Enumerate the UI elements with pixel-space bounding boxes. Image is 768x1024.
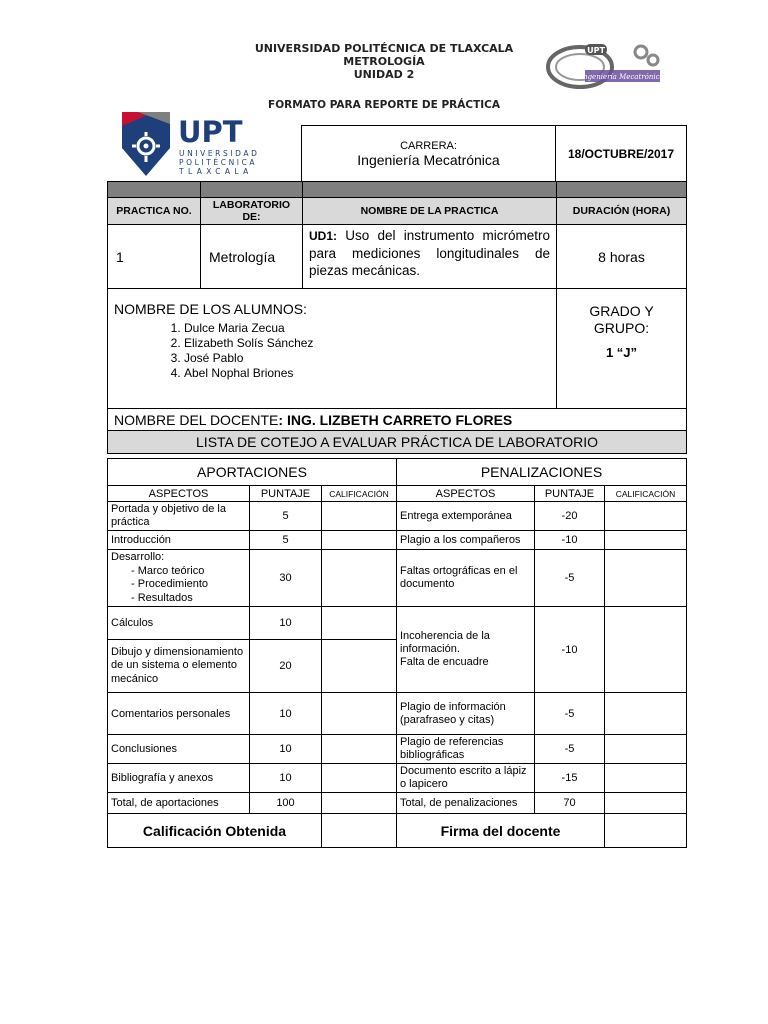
contribution-score: 30 [250, 550, 322, 607]
svg-text:UPT: UPT [178, 115, 243, 149]
students-label: NOMBRE DE LOS ALUMNOS: [114, 301, 307, 317]
penalty-aspect: Documento escrito a lápiz o lapicero [397, 764, 535, 793]
penalty-grade-cell [605, 735, 687, 764]
penalty-grade-cell [605, 502, 687, 531]
col-practice-no: PRACTICA NO. [108, 198, 201, 225]
career-label: CARRERA: [400, 139, 457, 152]
contribution-score: 10 [250, 735, 322, 764]
penalty-grade-cell [605, 550, 687, 607]
contribution-aspect: Introducción [108, 531, 250, 550]
svg-text:UNIVERSIDAD: UNIVERSIDAD [179, 149, 260, 158]
svg-text:Ingeniería Mecatrónica: Ingeniería Mecatrónica [580, 73, 664, 81]
career-cell [302, 126, 556, 182]
laboratory-name: Metrología [201, 225, 303, 289]
career-value: Ingeniería Mecatrónica [357, 151, 500, 168]
dark-band-cell [557, 182, 687, 198]
teacher-label: NOMBRE DEL DOCENTE [114, 411, 279, 428]
contribution-grade-cell [322, 502, 397, 531]
teacher-name: : ING. LIZBETH CARRETO FLORES [278, 411, 513, 428]
mechatronics-logo [545, 40, 665, 90]
practice-name [303, 225, 557, 289]
col-laboratory: LABORATORIO DE: [201, 198, 303, 225]
penalty-total-score: 70 [535, 793, 605, 814]
final-grade-cell [322, 814, 397, 848]
students-cell [108, 289, 557, 409]
checklist-title: LISTA DE COTEJO A EVALUAR PRÁCTICA DE LABORATORIO [108, 431, 687, 454]
grade-value: 1 “J” [605, 345, 638, 360]
contribution-aspect: Comentarios personales [108, 693, 250, 735]
contribution-total-score: 100 [250, 793, 322, 814]
upt-logo [120, 110, 300, 180]
dark-band-cell [201, 182, 303, 198]
contribution-score: 20 [250, 640, 322, 693]
contribution-grade-cell [322, 693, 397, 735]
development-subitem: - Resultados [131, 592, 246, 606]
student-item: 1. Dulce Maria Zecua [184, 321, 550, 336]
university-name: UNIVERSIDAD POLITÉCNICA DE TLAXCALA [254, 42, 514, 55]
penalties-header: PENALIZACIONES [397, 459, 687, 486]
career-table [301, 125, 687, 182]
contribution-grade-cell [322, 764, 397, 793]
practice-table [107, 181, 687, 454]
contribution-score: 10 [250, 693, 322, 735]
penalty-aspect: Plagio de referencias bibliográficas [397, 735, 535, 764]
development-label: Desarrollo: [111, 551, 165, 563]
penalty-score: -20 [535, 502, 605, 531]
penalty-grade-cell [605, 693, 687, 735]
col-score: PUNTAJE [250, 486, 322, 502]
penalty-total-label: Total, de penalizaciones [397, 793, 535, 814]
dark-band-cell [108, 182, 201, 198]
contribution-aspect: Conclusiones [108, 735, 250, 764]
unit-prefix: UD1: [309, 229, 338, 243]
penalty-grade-cell [605, 793, 687, 814]
teacher-row [108, 409, 687, 431]
contribution-grade-cell [322, 531, 397, 550]
contributions-header: APORTACIONES [108, 459, 397, 486]
dark-band-cell [303, 182, 557, 198]
practice-number: 1 [108, 225, 201, 289]
grade-cell [557, 289, 687, 409]
final-grade-label: Calificación Obtenida [108, 814, 322, 848]
col-aspects: ASPECTOS [108, 486, 250, 502]
framing-label: Falta de encuadre [400, 656, 489, 668]
contribution-grade-cell [322, 640, 397, 693]
students-list [114, 321, 550, 381]
contribution-aspect: Dibujo y dimensionamiento de un sistema o elemento mecánico [108, 640, 250, 693]
signature-label: Firma del docente [397, 814, 605, 848]
student-item: 2. Elizabeth Solís Sánchez [184, 336, 550, 351]
practice-duration: 8 horas [557, 225, 687, 289]
penalty-score: -10 [535, 607, 605, 693]
svg-text:TLAXCALA: TLAXCALA [179, 167, 253, 176]
penalty-aspect: Plagio a los compañeros [397, 531, 535, 550]
col-duration: DURACIÓN (HORA) [557, 198, 687, 225]
contribution-score: 10 [250, 764, 322, 793]
penalty-score: -5 [535, 693, 605, 735]
contribution-grade-cell [322, 735, 397, 764]
col-aspects: ASPECTOS [397, 486, 535, 502]
contribution-score: 5 [250, 531, 322, 550]
contribution-aspect [108, 550, 250, 607]
contribution-total-label: Total, de aportaciones [108, 793, 250, 814]
format-title: FORMATO PARA REPORTE DE PRÁCTICA [268, 99, 500, 111]
penalty-grade-cell [605, 531, 687, 550]
development-subitem: - Marco teórico [131, 565, 246, 579]
grade-label: GRADO Y GRUPO: [589, 303, 654, 336]
practice-description: Uso del instrumento micrómetro para mediciones longitudinales de piezas mecánicas. [309, 228, 550, 278]
svg-text:POLITÉCNICA: POLITÉCNICA [179, 158, 258, 167]
signature-cell [605, 814, 687, 848]
penalty-grade-cell [605, 607, 687, 693]
col-practice-name: NOMBRE DE LA PRACTICA [303, 198, 557, 225]
contribution-grade-cell [322, 550, 397, 607]
penalty-score: -10 [535, 531, 605, 550]
development-sublist [111, 565, 246, 606]
penalty-grade-cell [605, 764, 687, 793]
development-subitem: - Procedimiento [131, 578, 246, 592]
contribution-grade-cell [322, 793, 397, 814]
contribution-score: 5 [250, 502, 322, 531]
svg-text:UPT: UPT [587, 46, 605, 55]
incoherence-label: Incoherencia de la información. [400, 630, 490, 655]
contribution-aspect: Bibliografía y anexos [108, 764, 250, 793]
penalty-score: -5 [535, 735, 605, 764]
contribution-grade-cell [322, 607, 397, 640]
contribution-aspect: Portada y objetivo de la práctica [108, 502, 250, 531]
contribution-aspect: Cálculos [108, 607, 250, 640]
student-item: 3. José Pablo [184, 351, 550, 366]
penalty-score: -15 [535, 764, 605, 793]
penalty-aspect [397, 607, 535, 693]
penalty-aspect: Faltas ortográficas en el documento [397, 550, 535, 607]
col-score: PUNTAJE [535, 486, 605, 502]
penalty-aspect: Plagio de información (parafraseo y citas) [397, 693, 535, 735]
penalty-aspect: Entrega extemporánea [397, 502, 535, 531]
student-item: 4. Abel Nophal Briones [184, 366, 550, 381]
subject-name: METROLOGÍA [343, 55, 425, 68]
col-grade: CALIFICACIÓN [322, 486, 397, 502]
penalty-score: -5 [535, 550, 605, 607]
contribution-score: 10 [250, 607, 322, 640]
date-cell: 18/OCTUBRE/2017 [556, 126, 687, 182]
checklist-table [107, 458, 687, 848]
col-grade: CALIFICACIÓN [605, 486, 687, 502]
unit-name: UNIDAD 2 [353, 68, 415, 81]
